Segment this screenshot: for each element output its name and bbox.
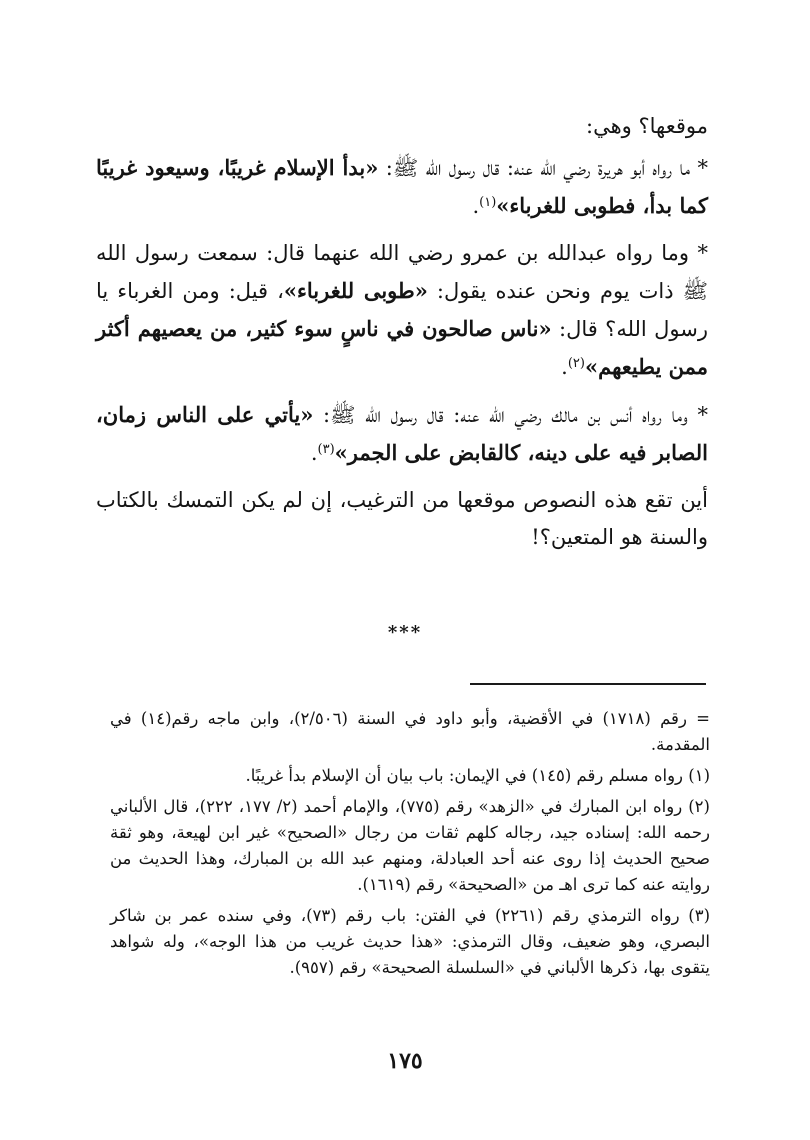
hadith-3-text: «يأتي على الناس زمان، الصابر فيه على دينه، كالقابض على الجمر» <box>96 402 708 465</box>
hadith-2-middle: ، قيل: ومن الغرباء يا رسول الله؟ قال: <box>96 279 709 341</box>
main-text <box>96 108 708 566</box>
closing-question-text: أين تقع هذه النصوص موقعها من الترغيب، إن لم يكن التمسك بالكتاب والسنة هو المتعين؟! <box>96 488 708 549</box>
footnote-ref-2: (٢) <box>567 356 585 371</box>
hadith-2-text-b: «ناس صالحون في ناسٍ سوء كثير، من يعصيهم أكثر ممن يطيعهم» <box>96 316 708 379</box>
hadith-anas <box>96 396 708 472</box>
hadith-1-intro: * ما رواه أبو هريرة رضي الله عنه: قال رسول الله ﷺ: <box>378 156 708 180</box>
footnote-2: (٢) رواه ابن المبارك في «الزهد» رقم (٧٧٥)، والإمام أحمد (٢/ ١٧٧، ٢٢٢)، قال الألباني رحمه الله: إسناده جيد، رجاله كلهم ثقات من رجال «الصحيح» غير ابن لهيعة، وهو ثقة صحيح الحديث إذا روى عنه أحد العبادلة، ومنهم عبد الله بن المبارك، وهذا الحديث من روايته عنه كما ترى اهـ من «الصحيحة» رقم (١٦١٩). <box>110 797 710 894</box>
hadith-2-end: . <box>561 355 568 379</box>
footnote-rule <box>470 683 706 685</box>
section-divider: *** <box>387 622 423 643</box>
footnotes <box>110 706 710 986</box>
hadith-3-end: . <box>310 441 318 465</box>
footnote-ref-3: (٣) <box>317 442 335 457</box>
footnote-ref-1: (١) <box>479 195 497 210</box>
footnote-1: (١) رواه مسلم رقم (١٤٥) في الإيمان: باب بيان أن الإسلام بدأ غريبًا. <box>245 766 710 785</box>
hadith-1-text: «بدأ الإسلام غريبًا، وسيعود غريبًا كما بدأ، فطوبى للغرباء» <box>96 155 708 218</box>
hadith-2-intro: * وما رواه عبدالله بن عمرو رضي الله عنهما قال: سمعت رسول الله ﷺ ذات يوم ونحن عنده يقول: <box>96 241 708 303</box>
page-number: ١٧٥ <box>387 1048 423 1074</box>
footnote-3: (٣) رواه الترمذي رقم (٢٢٦١) في الفتن: باب رقم (٧٣)، وفي سنده عمر بن شاكر البصري، وهو ضعيف، وقال الترمذي: «هذا حديث غريب من هذا الوجه»، وله شواهد يتقوى بها، ذكرها الألباني في «السلسلة الصحيحة» رقم (٩٥٧). <box>110 906 710 977</box>
hadith-1-end: . <box>472 194 480 218</box>
hadith-abdullah-ibn-amr <box>96 235 708 386</box>
hadith-abu-hurayra <box>96 149 708 225</box>
closing-question <box>96 482 708 556</box>
hadith-3-intro: * وما رواه أنس بن مالك رضي الله عنه: قال رسول الله ﷺ: <box>313 403 708 427</box>
footnote-continuation: = رقم (١٧١٨) في الأقضية، وأبو داود في السنة (٢/٥٠٦)، وابن ماجه رقم(١٤) في المقدمة. <box>110 709 710 754</box>
intro-text: موقعها؟ وهي: <box>586 114 708 138</box>
intro-line <box>96 108 708 145</box>
hadith-2-text-a: «طوبى للغرباء» <box>283 278 428 303</box>
